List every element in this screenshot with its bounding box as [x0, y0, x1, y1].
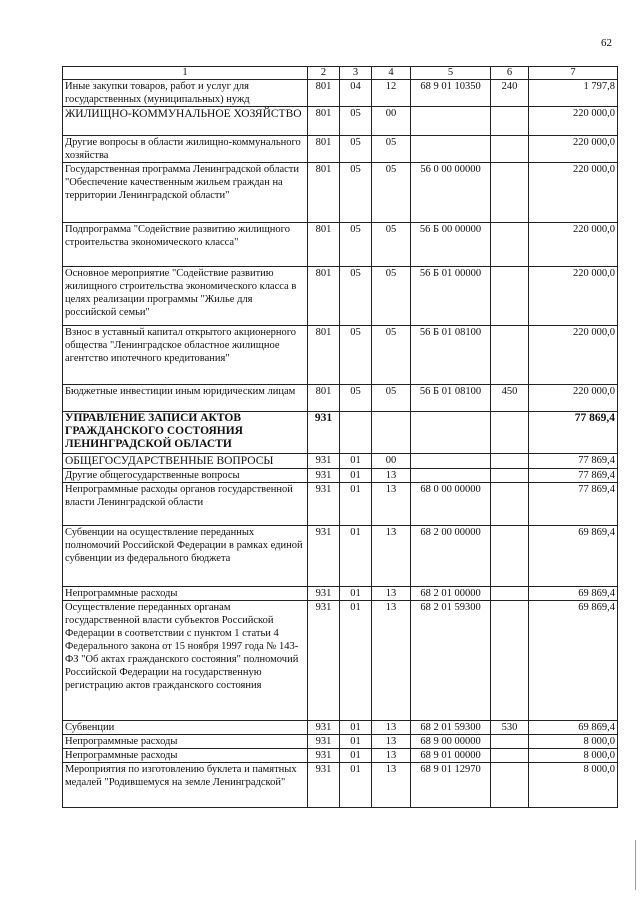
ved-code-cell: 801	[308, 107, 340, 136]
amount-cell: 220 000,0	[529, 107, 618, 136]
subsection-cell: 00	[372, 107, 411, 136]
ved-code-cell: 931	[308, 483, 340, 526]
target-article-cell: 68 0 00 00000	[411, 483, 491, 526]
section-cell: 05	[340, 385, 372, 412]
table-row	[63, 763, 618, 808]
target-article-cell: 56 Б 01 08100	[411, 385, 491, 412]
section-cell: 01	[340, 587, 372, 601]
row-name-cell: Непрограммные расходы	[63, 749, 308, 763]
subsection-cell: 05	[372, 136, 411, 163]
ved-code-cell: 801	[308, 223, 340, 267]
ved-code-cell: 801	[308, 163, 340, 223]
amount-cell: 8 000,0	[529, 735, 618, 749]
section-cell: 05	[340, 107, 372, 136]
ved-code-cell: 931	[308, 469, 340, 483]
amount-cell: 1 797,8	[529, 80, 618, 107]
amount-cell: 8 000,0	[529, 763, 618, 808]
column-header: 4	[372, 67, 411, 80]
expense-type-cell	[491, 136, 529, 163]
ved-code-cell: 931	[308, 412, 340, 454]
table-row	[63, 749, 618, 763]
expense-type-cell	[491, 601, 529, 721]
target-article-cell: 68 2 01 59300	[411, 601, 491, 721]
section-cell: 01	[340, 749, 372, 763]
expense-type-cell	[491, 412, 529, 454]
column-header: 1	[63, 67, 308, 80]
target-article-cell	[411, 412, 491, 454]
amount-cell: 69 869,4	[529, 587, 618, 601]
expense-type-cell: 240	[491, 80, 529, 107]
row-name-cell: Мероприятия по изготовлению буклета и памятных медалей "Родившемуся на земле Ленинградской"	[63, 763, 308, 808]
amount-cell: 77 869,4	[529, 412, 618, 454]
subsection-cell: 13	[372, 526, 411, 587]
amount-cell: 69 869,4	[529, 526, 618, 587]
table-header-row	[63, 67, 618, 80]
section-cell: 05	[340, 267, 372, 326]
subsection-cell: 05	[372, 223, 411, 267]
row-name-cell: Основное мероприятие "Содействие развитию жилищного строительства экономического класса в целях реализации программы "Жилье для российской семьи"	[63, 267, 308, 326]
table-row	[63, 136, 618, 163]
subsection-cell: 13	[372, 483, 411, 526]
table-row	[63, 483, 618, 526]
ved-code-cell: 931	[308, 721, 340, 735]
target-article-cell: 68 9 01 12970	[411, 763, 491, 808]
column-header: 3	[340, 67, 372, 80]
section-cell: 01	[340, 763, 372, 808]
table-row	[63, 601, 618, 721]
amount-cell: 220 000,0	[529, 385, 618, 412]
row-name-cell: Непрограммные расходы	[63, 587, 308, 601]
expense-type-cell	[491, 223, 529, 267]
target-article-cell: 68 2 01 59300	[411, 721, 491, 735]
expense-type-cell	[491, 163, 529, 223]
section-cell: 05	[340, 163, 372, 223]
subsection-cell: 05	[372, 267, 411, 326]
section-cell: 05	[340, 326, 372, 385]
target-article-cell: 56 Б 01 00000	[411, 267, 491, 326]
expense-type-cell	[491, 763, 529, 808]
section-cell: 01	[340, 601, 372, 721]
ved-code-cell: 931	[308, 763, 340, 808]
table-row	[63, 735, 618, 749]
expense-type-cell	[491, 483, 529, 526]
ved-code-cell: 801	[308, 80, 340, 107]
expense-type-cell	[491, 735, 529, 749]
ved-code-cell: 931	[308, 735, 340, 749]
row-name-cell: ЖИЛИЩНО-КОММУНАЛЬНОЕ ХОЗЯЙСТВО	[63, 107, 308, 136]
subsection-cell: 13	[372, 763, 411, 808]
target-article-cell: 68 2 00 00000	[411, 526, 491, 587]
subsection-cell: 13	[372, 469, 411, 483]
target-article-cell: 56 Б 01 08100	[411, 326, 491, 385]
table-row	[63, 107, 618, 136]
target-article-cell	[411, 107, 491, 136]
amount-cell: 220 000,0	[529, 267, 618, 326]
amount-cell: 220 000,0	[529, 223, 618, 267]
section-cell: 01	[340, 469, 372, 483]
table-row	[63, 223, 618, 267]
amount-cell: 77 869,4	[529, 454, 618, 469]
subsection-cell: 13	[372, 601, 411, 721]
row-name-cell: Осуществление переданных органам государственной власти субъектов Российской Федерации в соответствии с пунктом 1 статьи 4 Федерального закона от 15 ноября 1997 года № 143-ФЗ "Об актах гражданского состояния" полномочий Российской Федерации на государственную регистрацию актов гражданского состояния	[63, 601, 308, 721]
column-header: 6	[491, 67, 529, 80]
row-name-cell: Государственная программа Ленинградской области "Обеспечение качественным жильем граждан на территории Ленинградской области"	[63, 163, 308, 223]
column-header: 2	[308, 67, 340, 80]
amount-cell: 69 869,4	[529, 721, 618, 735]
row-name-cell: Подпрограмма "Содействие развитию жилищного строительства экономического класса"	[63, 223, 308, 267]
subsection-cell: 13	[372, 735, 411, 749]
target-article-cell: 68 2 01 00000	[411, 587, 491, 601]
subsection-cell	[372, 412, 411, 454]
target-article-cell	[411, 136, 491, 163]
section-cell: 05	[340, 136, 372, 163]
section-cell: 04	[340, 80, 372, 107]
target-article-cell: 56 0 00 00000	[411, 163, 491, 223]
expense-type-cell	[491, 526, 529, 587]
expense-type-cell	[491, 267, 529, 326]
section-cell: 01	[340, 454, 372, 469]
expense-type-cell	[491, 469, 529, 483]
row-name-cell: Иные закупки товаров, работ и услуг для государственных (муниципальных) нужд	[63, 80, 308, 107]
ved-code-cell: 801	[308, 136, 340, 163]
expense-type-cell: 530	[491, 721, 529, 735]
section-cell: 05	[340, 223, 372, 267]
amount-cell: 8 000,0	[529, 749, 618, 763]
ved-code-cell: 931	[308, 601, 340, 721]
section-cell: 01	[340, 721, 372, 735]
section-cell: 01	[340, 526, 372, 587]
subsection-cell: 05	[372, 326, 411, 385]
expense-type-cell	[491, 107, 529, 136]
section-cell: 01	[340, 483, 372, 526]
section-cell: 01	[340, 735, 372, 749]
amount-cell: 220 000,0	[529, 326, 618, 385]
table-row	[63, 385, 618, 412]
target-article-cell: 56 Б 00 00000	[411, 223, 491, 267]
subsection-cell: 13	[372, 587, 411, 601]
subsection-cell: 13	[372, 721, 411, 735]
table-row	[63, 326, 618, 385]
ved-code-cell: 801	[308, 326, 340, 385]
table-row	[63, 267, 618, 326]
subsection-cell: 00	[372, 454, 411, 469]
target-article-cell: 68 9 01 10350	[411, 80, 491, 107]
row-name-cell: Субвенции на осуществление переданных полномочий Российской Федерации в рамках единой субвенции из федерального бюджета	[63, 526, 308, 587]
subsection-cell: 05	[372, 385, 411, 412]
row-name-cell: Взнос в уставный капитал открытого акционерного общества "Ленинградское областное жилищное агентство ипотечного кредитования"	[63, 326, 308, 385]
amount-cell: 220 000,0	[529, 163, 618, 223]
table-row	[63, 469, 618, 483]
table-row	[63, 80, 618, 107]
row-name-cell: Субвенции	[63, 721, 308, 735]
subsection-cell: 12	[372, 80, 411, 107]
amount-cell: 220 000,0	[529, 136, 618, 163]
row-name-cell: Непрограммные расходы органов государственной власти Ленинградской области	[63, 483, 308, 526]
target-article-cell: 68 9 00 00000	[411, 735, 491, 749]
ved-code-cell: 801	[308, 385, 340, 412]
table-row	[63, 526, 618, 587]
expense-type-cell	[491, 454, 529, 469]
expense-type-cell	[491, 587, 529, 601]
row-name-cell: Непрограммные расходы	[63, 735, 308, 749]
target-article-cell	[411, 454, 491, 469]
target-article-cell: 68 9 01 00000	[411, 749, 491, 763]
table-row	[63, 721, 618, 735]
expense-type-cell	[491, 326, 529, 385]
amount-cell: 77 869,4	[529, 469, 618, 483]
ved-code-cell: 931	[308, 454, 340, 469]
table-row	[63, 454, 618, 469]
column-header: 5	[411, 67, 491, 80]
row-name-cell: Другие общегосударственные вопросы	[63, 469, 308, 483]
row-name-cell: Другие вопросы в области жилищно-коммунального хозяйства	[63, 136, 308, 163]
amount-cell: 77 869,4	[529, 483, 618, 526]
scan-artifact-line	[635, 840, 636, 890]
expense-type-cell: 450	[491, 385, 529, 412]
table-row	[63, 412, 618, 454]
expense-type-cell	[491, 749, 529, 763]
amount-cell: 69 869,4	[529, 601, 618, 721]
page-number: 62	[601, 37, 612, 49]
ved-code-cell: 931	[308, 526, 340, 587]
budget-table	[62, 66, 618, 808]
row-name-cell: УПРАВЛЕНИЕ ЗАПИСИ АКТОВ ГРАЖДАНСКОГО СОСТОЯНИЯ ЛЕНИНГРАДСКОЙ ОБЛАСТИ	[63, 412, 308, 454]
target-article-cell	[411, 469, 491, 483]
ved-code-cell: 931	[308, 587, 340, 601]
row-name-cell: Бюджетные инвестиции иным юридическим лицам	[63, 385, 308, 412]
column-header: 7	[529, 67, 618, 80]
table-row	[63, 163, 618, 223]
row-name-cell: ОБЩЕГОСУДАРСТВЕННЫЕ ВОПРОСЫ	[63, 454, 308, 469]
table-row	[63, 587, 618, 601]
ved-code-cell: 801	[308, 267, 340, 326]
ved-code-cell: 931	[308, 749, 340, 763]
section-cell	[340, 412, 372, 454]
subsection-cell: 05	[372, 163, 411, 223]
subsection-cell: 13	[372, 749, 411, 763]
